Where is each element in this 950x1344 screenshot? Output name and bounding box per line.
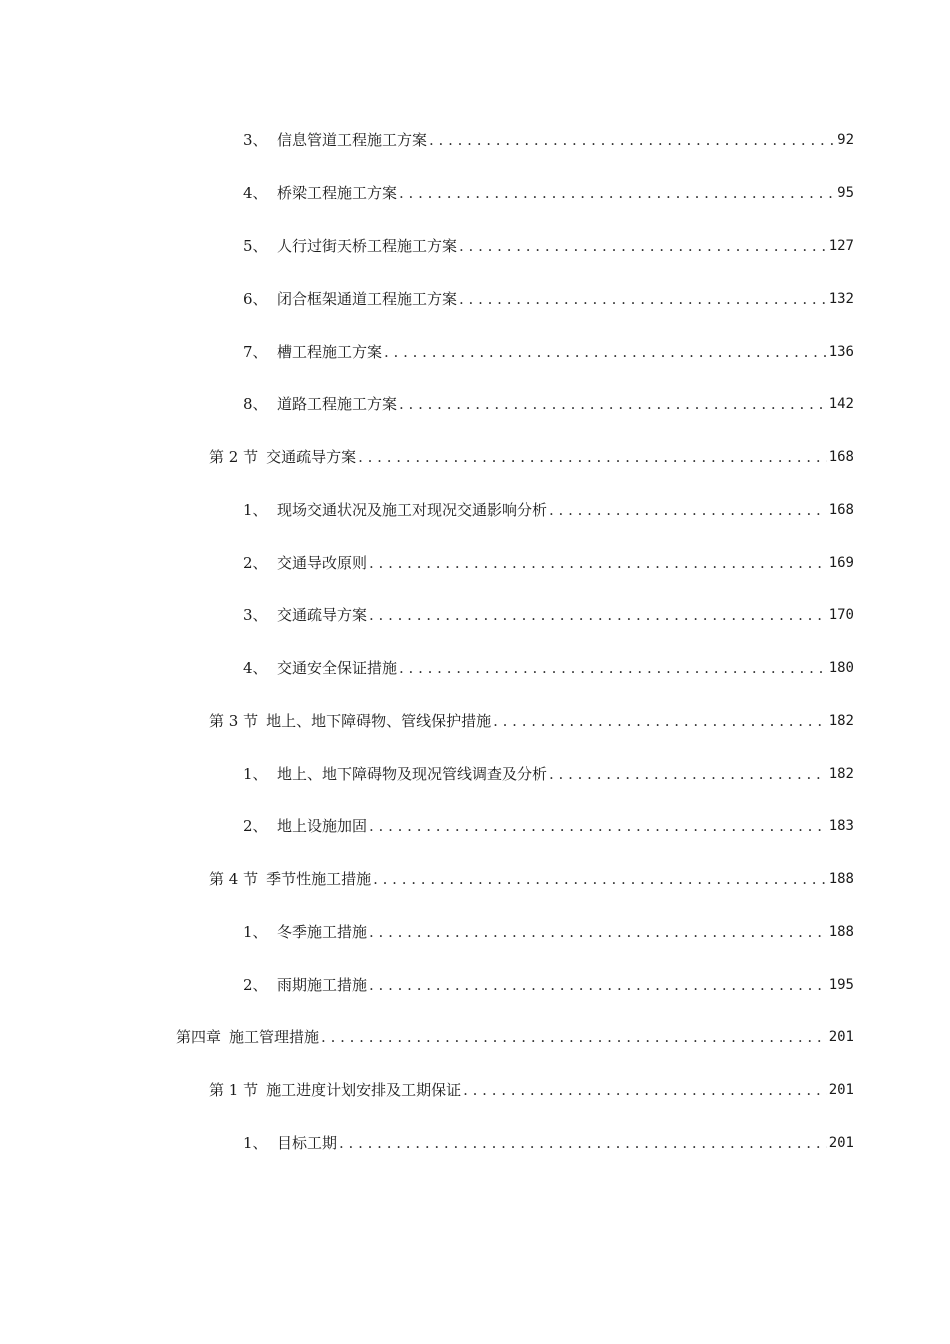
dot-leader [358, 447, 827, 467]
toc-entry-page: 182 [828, 766, 854, 782]
dot-leader [339, 1133, 827, 1153]
dot-leader [399, 394, 827, 414]
toc-entry-number: 6、 [243, 290, 268, 308]
toc-entry-title: 施工进度计划安排及工期保证 [266, 1081, 462, 1099]
toc-entry-page: 169 [828, 555, 854, 571]
toc-entry-number: 8、 [243, 395, 268, 413]
dot-leader [399, 183, 835, 203]
toc-entry-number: 4、 [243, 659, 268, 677]
toc-entry-title: 交通疏导方案 [266, 448, 357, 466]
dot-leader [369, 605, 827, 625]
toc-entry-number: 7、 [243, 343, 268, 361]
toc-entry-title: 交通疏导方案 [277, 606, 368, 624]
dot-leader [463, 1080, 827, 1100]
toc-entry-title: 冬季施工措施 [277, 923, 368, 941]
toc-entry-page: 168 [828, 449, 854, 465]
toc-entry-page: 182 [828, 713, 854, 729]
toc-entry[interactable] [209, 443, 854, 467]
toc-entry-title: 槽工程施工方案 [277, 343, 383, 361]
dot-leader [399, 658, 827, 678]
toc-entry[interactable] [243, 918, 854, 942]
dot-leader [321, 1027, 827, 1047]
toc-entry-page: 127 [828, 238, 854, 254]
dot-leader [459, 236, 827, 256]
dot-leader [369, 816, 827, 836]
toc-entry[interactable] [243, 390, 854, 414]
toc-entry-number: 1、 [243, 1134, 268, 1152]
toc-entry-number: 1、 [243, 923, 268, 941]
toc-entry-title: 交通安全保证措施 [277, 659, 398, 677]
toc-entry-title: 信息管道工程施工方案 [277, 131, 428, 149]
dot-leader [369, 553, 827, 573]
toc-entry-title: 目标工期 [277, 1134, 338, 1152]
toc-entry-page: 142 [828, 396, 854, 412]
toc-entry[interactable] [243, 126, 854, 150]
toc-entry[interactable] [243, 760, 854, 784]
toc-entry-title: 地上、地下障碍物及现况管线调查及分析 [277, 765, 548, 783]
toc-entry-page: 136 [828, 344, 854, 360]
toc-entry[interactable] [243, 179, 854, 203]
toc-entry-page: 183 [828, 818, 854, 834]
toc-entry-page: 188 [828, 871, 854, 887]
dot-leader [373, 869, 827, 889]
toc-entry-number: 2、 [243, 554, 268, 572]
toc-entry[interactable] [243, 654, 854, 678]
toc-entry-page: 201 [828, 1082, 854, 1098]
toc-entry-title: 现场交通状况及施工对现况交通影响分析 [277, 501, 548, 519]
toc-entry-page: 195 [828, 977, 854, 993]
toc-entry[interactable] [243, 232, 854, 256]
toc-entry[interactable] [243, 338, 854, 362]
dot-leader [369, 975, 827, 995]
dot-leader [493, 711, 827, 731]
toc-entry-number: 4、 [243, 184, 268, 202]
toc-entry-title: 地上、地下障碍物、管线保护措施 [266, 712, 492, 730]
toc-entry-title: 闭合框架通道工程施工方案 [277, 290, 458, 308]
dot-leader [549, 764, 827, 784]
toc-entry-number: 1、 [243, 765, 268, 783]
toc-entry-page: 201 [828, 1135, 854, 1151]
toc-entry-number: 1、 [243, 501, 268, 519]
toc-entry[interactable] [243, 549, 854, 573]
toc-entry-page: 168 [828, 502, 854, 518]
toc-entry-title: 人行过街天桥工程施工方案 [277, 237, 458, 255]
toc-entry[interactable] [209, 865, 854, 889]
toc-entry-number: 第 2 节 [209, 448, 259, 466]
toc-entry-title: 施工管理措施 [229, 1028, 320, 1046]
toc-entry[interactable] [176, 1023, 854, 1047]
toc-entry[interactable] [243, 496, 854, 520]
toc-entry-page: 95 [837, 185, 854, 201]
toc-entry-page: 201 [828, 1029, 854, 1045]
toc-entry-page: 180 [828, 660, 854, 676]
toc-entry[interactable] [243, 812, 854, 836]
toc-entry-number: 2、 [243, 976, 268, 994]
dot-leader [459, 289, 827, 309]
toc-entry-title: 桥梁工程施工方案 [277, 184, 398, 202]
toc-entry-title: 雨期施工措施 [277, 976, 368, 994]
toc-entry-title: 道路工程施工方案 [277, 395, 398, 413]
dot-leader [429, 130, 835, 150]
toc-entry-page: 170 [828, 607, 854, 623]
toc-entry-title: 地上设施加固 [277, 817, 368, 835]
toc-entry-number: 第 1 节 [209, 1081, 259, 1099]
toc-entry[interactable] [243, 601, 854, 625]
toc-entry-title: 交通导改原则 [277, 554, 368, 572]
dot-leader [384, 342, 827, 362]
toc-entry-page: 188 [828, 924, 854, 940]
dot-leader [369, 922, 827, 942]
toc-entry-number: 3、 [243, 606, 268, 624]
toc-entry-number: 第四章 [176, 1028, 222, 1046]
toc-entry-number: 2、 [243, 817, 268, 835]
toc-entry[interactable] [209, 1076, 854, 1100]
toc-entry-number: 第 3 节 [209, 712, 259, 730]
dot-leader [549, 500, 827, 520]
toc-entry-number: 5、 [243, 237, 268, 255]
toc-entry[interactable] [209, 707, 854, 731]
toc-entry[interactable] [243, 971, 854, 995]
toc-entry-title: 季节性施工措施 [266, 870, 372, 888]
toc-entry-page: 132 [828, 291, 854, 307]
toc-entry[interactable] [243, 1129, 854, 1153]
toc-entry[interactable] [243, 285, 854, 309]
toc-entry-page: 92 [837, 132, 854, 148]
toc-entry-number: 3、 [243, 131, 268, 149]
toc-entry-number: 第 4 节 [209, 870, 259, 888]
